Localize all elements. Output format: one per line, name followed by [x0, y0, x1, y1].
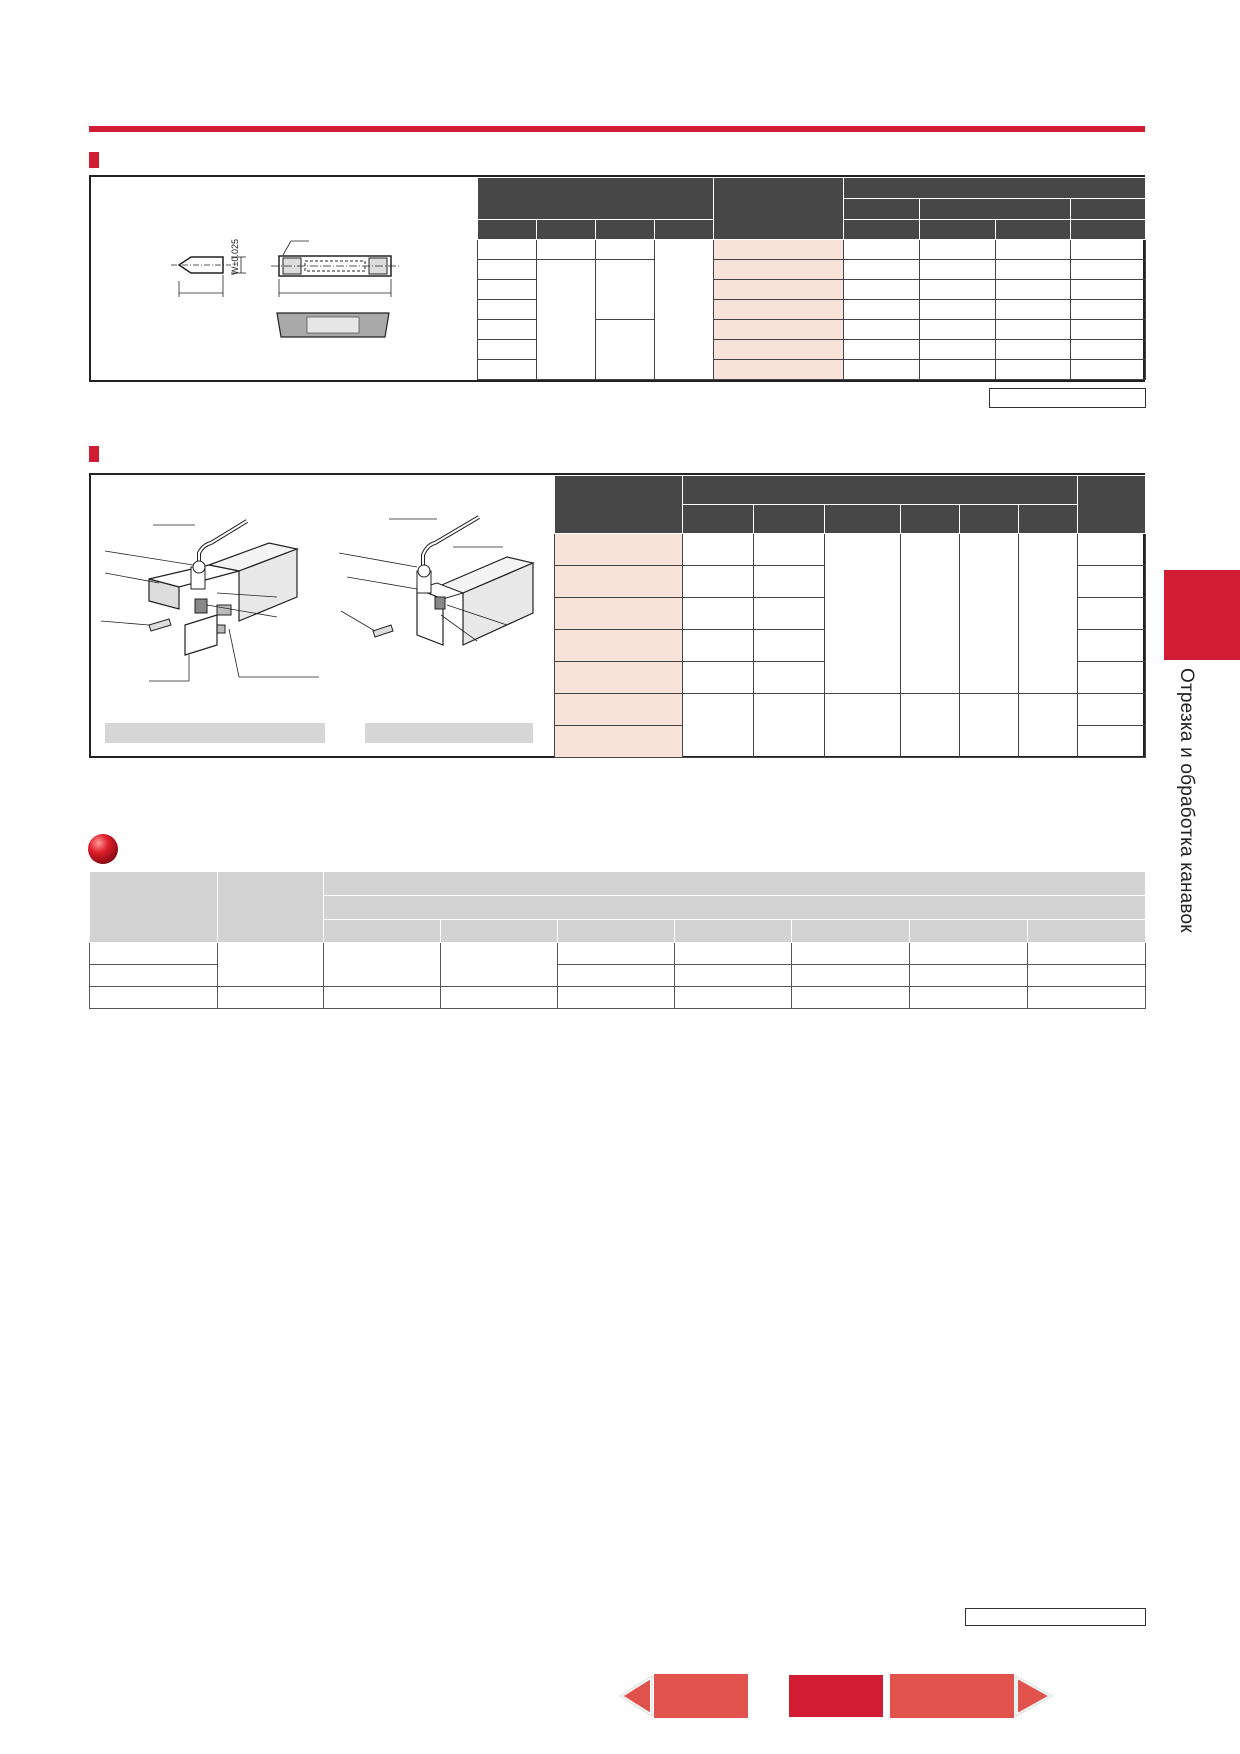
header-col-9 — [1071, 220, 1146, 240]
header-grades — [844, 178, 1146, 199]
footer-note-box — [965, 1608, 1146, 1626]
triangle-left-icon — [620, 1676, 652, 1716]
header-col-8 — [996, 220, 1071, 240]
header-conditions — [324, 872, 1146, 896]
home-button[interactable] — [788, 1674, 884, 1718]
header-part-6 — [1019, 505, 1078, 534]
parts-table-box — [89, 473, 1145, 758]
next-button[interactable] — [890, 1674, 1052, 1718]
header-conditions-sub — [324, 896, 1146, 920]
drawing-caption-1 — [105, 723, 325, 743]
header-material — [90, 872, 218, 943]
header-col-2 — [537, 220, 596, 240]
w-tolerance-label: W±0.025 — [230, 239, 240, 275]
table-row — [90, 943, 1146, 965]
table-row — [90, 987, 1146, 1009]
header-holder — [555, 476, 683, 534]
header-dimensions — [478, 178, 714, 220]
top-rule — [89, 126, 1145, 132]
header-part-2 — [754, 505, 825, 534]
header-col-3 — [596, 220, 655, 240]
header-col-6 — [844, 220, 920, 240]
red-sphere-icon — [86, 832, 120, 866]
note-box — [989, 388, 1146, 408]
side-tab-label: Отрезка и обработка канавок — [1176, 668, 1197, 933]
header-spare-parts — [683, 476, 1078, 505]
insert-table-box — [89, 175, 1145, 382]
header-col-4 — [655, 220, 714, 240]
header-grade-group-3 — [1071, 199, 1146, 220]
triangle-right-icon — [1016, 1676, 1052, 1716]
header-part-5 — [960, 505, 1019, 534]
section-2-marker — [89, 446, 99, 462]
insert-spec-table — [477, 177, 1146, 380]
table-row — [555, 694, 1146, 726]
side-tab — [1164, 570, 1240, 660]
header-grade-group-1 — [844, 199, 920, 220]
table-row — [478, 240, 1146, 260]
page-navigation — [618, 1670, 1054, 1724]
header-col-1 — [478, 220, 537, 240]
insert-drawing — [131, 227, 401, 347]
header-last — [1078, 476, 1146, 534]
parts-spec-table — [554, 475, 1146, 758]
header-hardness — [218, 872, 324, 943]
header-part-3 — [825, 505, 901, 534]
section-1-marker — [89, 152, 99, 168]
prev-button[interactable] — [620, 1674, 748, 1718]
header-grade-group-2 — [920, 199, 1071, 220]
header-part-1 — [683, 505, 754, 534]
drawing-caption-2 — [365, 723, 533, 743]
table-row — [555, 534, 1146, 566]
header-designation — [714, 178, 844, 240]
cutting-conditions-table — [89, 871, 1146, 1009]
table-row — [478, 260, 1146, 280]
header-part-4 — [901, 505, 960, 534]
header-col-7 — [920, 220, 996, 240]
holder-assembled-drawing — [337, 505, 537, 695]
